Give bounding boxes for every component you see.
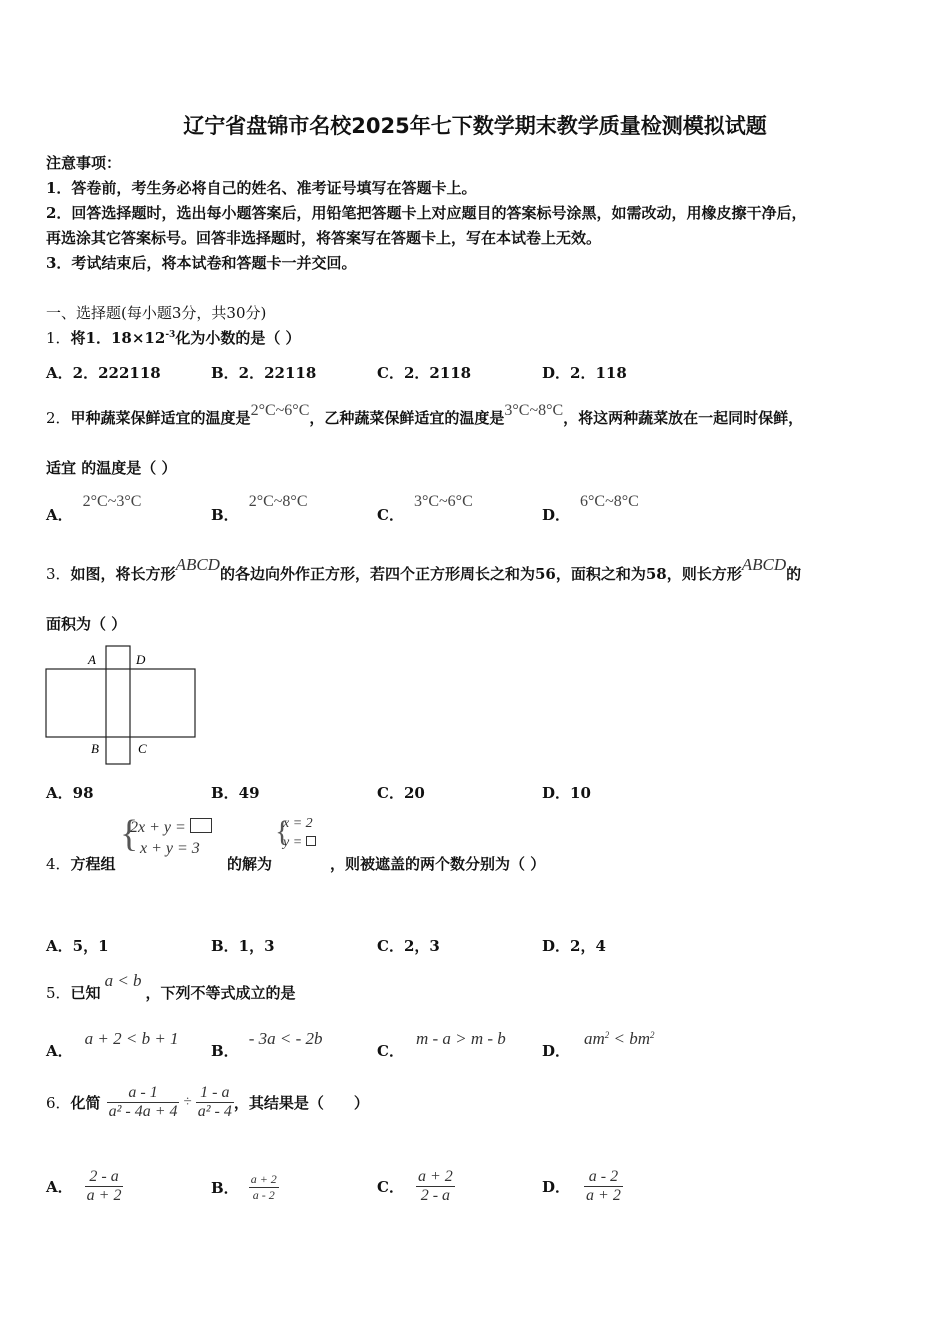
question-4-suffix: ，则被遮盖的两个数分别为（ ） — [330, 855, 546, 873]
option-d[interactable]: D． $\frac{a - 2}{a + 2}$ — [542, 1168, 621, 1204]
option-a[interactable]: A．2°C~3°C — [46, 493, 142, 524]
label-b: B — [91, 741, 99, 756]
outer-rectangle — [46, 669, 195, 737]
option-d[interactable]: D．6°C~8°C — [542, 493, 639, 524]
question-2: 2．甲种蔬菜保鲜适宜的温度是2°C~6°C，乙种蔬菜保鲜适宜的温度是3°C~8°C，将这两种蔬菜放在一起同时保鲜， — [46, 402, 804, 427]
question-3: 3．如图，将长方形ABCD的各边向外作正方形，若四个正方形周长之和为56，面积之和为58，则长方形ABCD的 — [46, 555, 802, 583]
option-a[interactable]: A．5，1 — [46, 937, 109, 955]
option-b[interactable]: B．2．22118 — [211, 364, 317, 382]
option-b[interactable]: B．1，3 — [211, 937, 275, 955]
option-c[interactable]: C．3°C~6°C — [377, 493, 473, 524]
question-6: 6． 化简 $\frac{a - 1}{\text{a² - 4a + 4}}$ ÷ $\frac{1 - a}{\text{a² - 4}}$ ，其结果是（ ） — [46, 1084, 369, 1120]
notice-item: 3．考试结束后，将本试卷和答题卡一并交回。 — [46, 254, 357, 272]
label-c: C — [138, 741, 147, 756]
notice-heading: 注意事项： — [46, 154, 122, 172]
brace-icon: { — [120, 813, 139, 855]
option-a[interactable]: A．a + 2 < b + 1 — [46, 1029, 179, 1060]
option-c[interactable]: C． $\frac{a + 2}{2 - a}$ — [377, 1168, 453, 1204]
hidden-box — [190, 818, 212, 833]
label-d: D — [136, 652, 146, 667]
fraction-2: $\frac{1 - a}{\text{a² - 4}}$ — [197, 1084, 232, 1120]
option-b[interactable]: B．2°C~8°C — [211, 493, 308, 524]
option-b[interactable]: B．49 — [211, 784, 260, 802]
vertical-square-strip — [106, 646, 130, 764]
question-number: 1． — [46, 329, 71, 347]
option-a[interactable]: A．2．222118 — [46, 364, 161, 382]
option-c[interactable]: C．20 — [377, 784, 425, 802]
option-c[interactable]: C．m - a > m - b — [377, 1029, 506, 1060]
question-3-cont: 面积为（ ） — [46, 615, 127, 633]
option-b[interactable]: B．- 3a < - 2b — [211, 1029, 323, 1060]
rectangle-figure — [44, 644, 199, 768]
fraction-1: $\frac{a - 1}{\text{a² - 4a + 4}}$ — [108, 1084, 178, 1120]
option-a[interactable]: A． $\frac{2 - a}{a + 2}$ — [46, 1168, 122, 1204]
notice-item: 1．答卷前，考生务必将自己的姓名、准考证号填写在答题卡上。 — [46, 179, 477, 197]
option-b[interactable]: B． $\frac{a + 2}{a - 2}$ — [211, 1172, 277, 1202]
hidden-box — [306, 836, 316, 846]
page-title: 辽宁省盘锦市名校2025年七下数学期末教学质量检测模拟试题 — [183, 114, 767, 138]
brace-icon: { — [275, 815, 290, 848]
option-a[interactable]: A．98 — [46, 784, 94, 802]
question-4-prefix: 4．方程组 — [46, 855, 116, 873]
notice-item: 2．回答选择题时，选出每小题答案后，用铅笔把答题卡上对应题目的答案标号涂黑，如需改动，用橡皮擦干净后， — [46, 204, 807, 222]
option-c[interactable]: C．2．2118 — [377, 364, 472, 382]
question-2-cont: 适宜 的温度是（ ） — [46, 459, 177, 477]
question-5: 5．已知a < b，下列不等式成立的是 — [46, 971, 296, 1002]
option-d[interactable]: D．10 — [542, 784, 591, 802]
option-c[interactable]: C．2，3 — [377, 937, 440, 955]
question-1: 1．将1．$18\times 12^{-3}$化为小数的是（ ） — [46, 329, 301, 347]
section-heading: 一、选择题(每小题3分，共30分) — [46, 304, 267, 322]
option-d[interactable]: D．2．118 — [542, 364, 627, 382]
option-d[interactable]: D．$am^2 < bm^2$ — [542, 1029, 655, 1060]
notice-item: 再选涂其它答案标号。回答非选择题时，将答案写在答题卡上，写在本试卷上无效。 — [46, 229, 602, 247]
option-d[interactable]: D．2，4 — [542, 937, 606, 955]
label-a: A — [88, 652, 96, 667]
question-4-mid: 的解为 — [227, 855, 273, 873]
